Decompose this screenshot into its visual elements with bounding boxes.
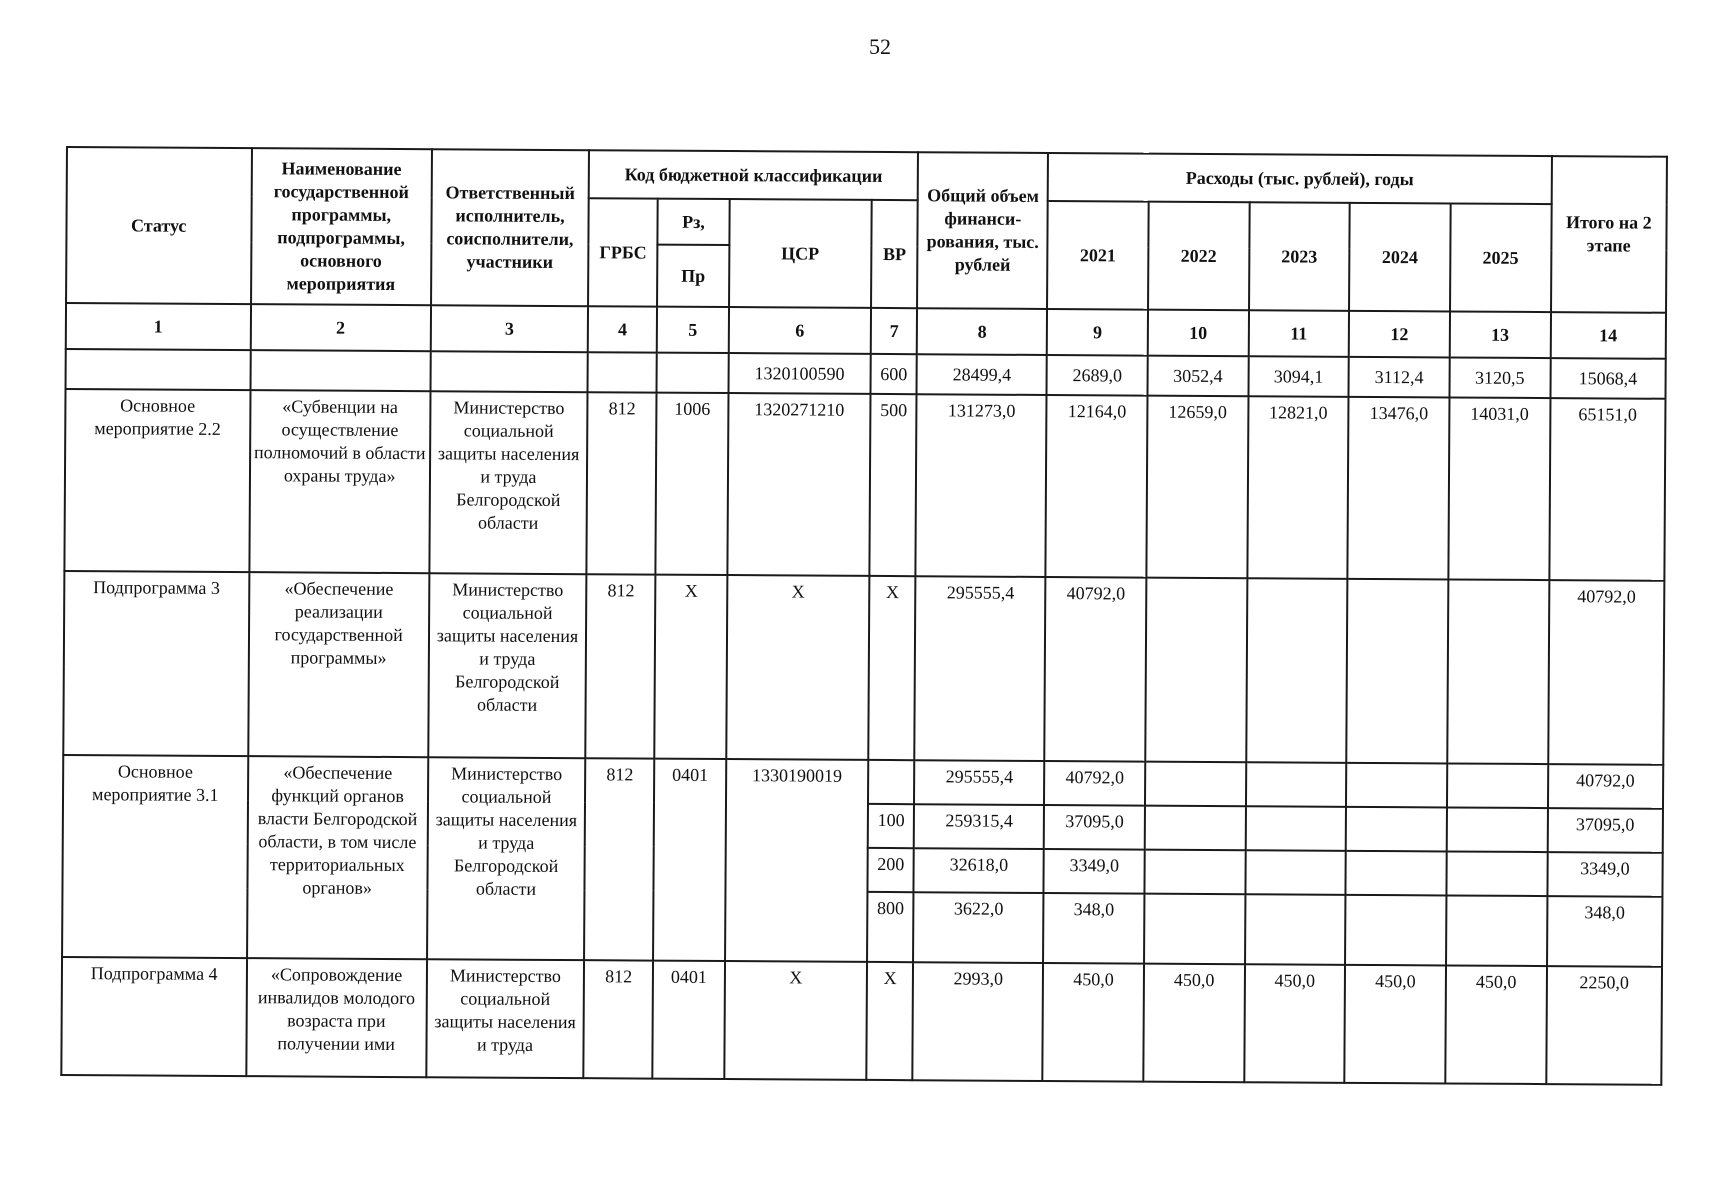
vr-cell: Х [868,576,915,760]
vr-cell: Х [866,962,913,1080]
status-cell [66,349,251,390]
year-2023-cell [1246,762,1347,807]
year-2021-cell: 2689,0 [1047,355,1148,396]
year-2024-cell [1346,851,1447,896]
header-year: 2024 [1349,203,1450,312]
column-number: 10 [1148,310,1249,357]
budget-table [60,146,1668,1086]
grbs-cell: 812 [584,758,654,960]
total-cell: 3622,0 [913,892,1043,963]
year-2021-cell: 40792,0 [1044,761,1145,806]
header-grbs: ГРБС [588,198,658,306]
stage-total-cell: 15068,4 [1550,358,1666,399]
executor-cell [430,351,588,392]
column-number: 7 [871,308,917,354]
header-pr: Пр [657,245,729,307]
year-2024-cell [1346,763,1447,808]
header-stage-total: Итого на 2 этапе [1551,156,1667,313]
executor-cell: Министерство социальной защиты населения и труда Белгородской области [429,391,587,574]
year-2023-cell: 12821,0 [1247,396,1349,579]
csr-cell: 1320100590 [728,353,871,394]
name-cell [250,350,431,391]
table-row [63,571,1664,765]
column-number: 13 [1450,311,1551,358]
name-cell: «Сопровождение инвалидов молодого возраста при получении ими [246,958,427,1077]
csr-cell: Х [724,961,867,1080]
status-cell: Подпрограмма 4 [61,957,246,1076]
header-total-volume: Общий объем финанси-рования, тыс. рублей [917,152,1048,309]
header-csr: ЦСР [729,199,872,308]
stage-total-cell: 37095,0 [1547,808,1663,853]
header-budget-code: Код бюджетной классификации [589,150,918,200]
stage-total-cell: 2250,0 [1546,966,1662,1085]
vr-cell: 100 [868,804,914,848]
stage-total-cell: 3349,0 [1547,852,1663,897]
vr-cell: 200 [868,848,914,892]
year-2023-cell: 450,0 [1244,964,1345,1083]
total-cell: 259315,4 [914,804,1044,849]
year-2023-cell [1245,894,1346,965]
header-year: 2023 [1249,202,1350,311]
name-cell: «Субвенции на осуществление полномочий в области охраны труда» [249,390,430,573]
column-number: 11 [1248,310,1349,357]
vr-cell: 600 [871,354,917,394]
header-year: 2025 [1450,203,1551,312]
year-2024-cell: 13476,0 [1348,397,1450,580]
grbs-cell: 812 [583,960,653,1078]
column-number: 4 [588,306,657,352]
year-2023-cell [1245,850,1346,895]
year-2024-cell [1346,579,1448,764]
page-number: 52 [869,34,891,59]
year-2025-cell [1446,895,1547,966]
column-number: 3 [431,305,589,352]
year-2022-cell: 3052,4 [1147,356,1248,397]
total-cell: 2993,0 [913,962,1044,1081]
header-status: Статус [66,147,251,304]
total-cell: 295555,4 [914,760,1044,805]
total-cell: 28499,4 [917,354,1047,395]
grbs-cell: 812 [587,392,657,574]
table-row [61,957,1662,1085]
grbs-cell [588,352,657,392]
year-2022-cell [1145,762,1246,807]
header-name: Наименование государственной программы, подпрограммы, основного мероприятия [251,148,432,305]
year-2024-cell: 450,0 [1345,965,1446,1084]
year-2022-cell [1145,806,1246,851]
header-row [67,147,1667,205]
rzpr-cell: 1006 [656,393,728,575]
column-number: 1 [66,303,251,350]
stage-total-cell: 40792,0 [1548,580,1665,765]
year-2025-cell: 3120,5 [1449,357,1550,398]
year-2021-cell: 37095,0 [1044,805,1145,850]
column-number: 14 [1550,312,1666,359]
year-2021-cell: 3349,0 [1044,849,1145,894]
year-2022-cell [1144,850,1245,895]
stage-total-cell: 65151,0 [1549,398,1666,581]
column-number: 6 [728,307,871,354]
csr-cell: Х [726,575,870,760]
year-2022-cell: 12659,0 [1146,396,1248,579]
header-expenses: Расходы (тыс. рублей), годы [1048,153,1552,204]
executor-cell: Министерство социальной защиты населения и труда Белгородской области [427,757,585,960]
year-2025-cell [1447,807,1548,852]
rzpr-cell: 0401 [653,759,726,961]
vr-cell: 500 [870,394,917,576]
year-2024-cell: 3112,4 [1349,357,1450,398]
year-2025-cell: 14031,0 [1448,397,1550,580]
year-2023-cell [1245,806,1346,851]
year-2022-cell [1144,894,1245,965]
budget-table-wrapper [60,146,1668,1086]
column-number: 5 [657,307,729,353]
rzpr-cell [657,353,729,393]
header-year: 2022 [1148,202,1249,311]
status-cell: Подпрограмма 3 [63,571,249,756]
csr-cell: 1320271210 [727,393,871,576]
header-rz: Рз, [658,199,730,245]
year-2021-cell: 40792,0 [1045,577,1147,762]
total-cell: 32618,0 [914,848,1044,893]
vr-cell [868,760,914,804]
year-2021-cell: 348,0 [1043,893,1144,964]
column-number: 2 [250,304,431,351]
vr-cell: 800 [867,892,914,962]
column-number: 9 [1047,309,1148,356]
year-2025-cell [1447,763,1548,808]
header-vr: ВР [871,200,918,308]
year-2023-cell [1246,578,1348,763]
year-2021-cell: 12164,0 [1046,395,1148,578]
table-row [64,389,1665,581]
stage-total-cell: 348,0 [1547,896,1663,967]
csr-cell: 1330190019 [725,759,869,962]
year-2022-cell: 450,0 [1143,964,1244,1083]
rzpr-cell: Х [655,575,727,759]
grbs-cell: 812 [585,574,655,758]
year-2024-cell [1345,895,1446,966]
stage-total-cell: 40792,0 [1548,764,1664,809]
header-year: 2021 [1047,201,1148,310]
table-row [63,755,1663,809]
column-number: 12 [1349,311,1450,358]
status-cell: Основное мероприятие 2.2 [64,389,250,572]
year-2024-cell [1346,807,1447,852]
executor-cell: Министерство социальной защиты населения и труда Белгородской области [428,573,586,758]
total-cell: 131273,0 [916,394,1047,577]
name-cell: «Обеспечение функций органов власти Белгородской области, в том числе территориальных органов» [247,756,429,959]
rzpr-cell: 0401 [653,961,725,1079]
name-cell: «Обеспечение реализации государственной программы» [248,572,429,757]
year-2023-cell: 3094,1 [1248,356,1349,397]
year-2022-cell [1145,578,1247,763]
column-number: 8 [917,308,1047,355]
header-executor: Ответственный исполнитель, соисполнители, участники [431,149,589,306]
year-2025-cell: 450,0 [1445,965,1546,1084]
year-2021-cell: 450,0 [1043,963,1144,1082]
status-cell: Основное мероприятие 3.1 [62,755,248,958]
year-2025-cell [1447,579,1549,764]
executor-cell: Министерство социальной защиты населения и труда [426,959,584,1078]
total-cell: 295555,4 [915,576,1046,761]
year-2025-cell [1446,851,1547,896]
